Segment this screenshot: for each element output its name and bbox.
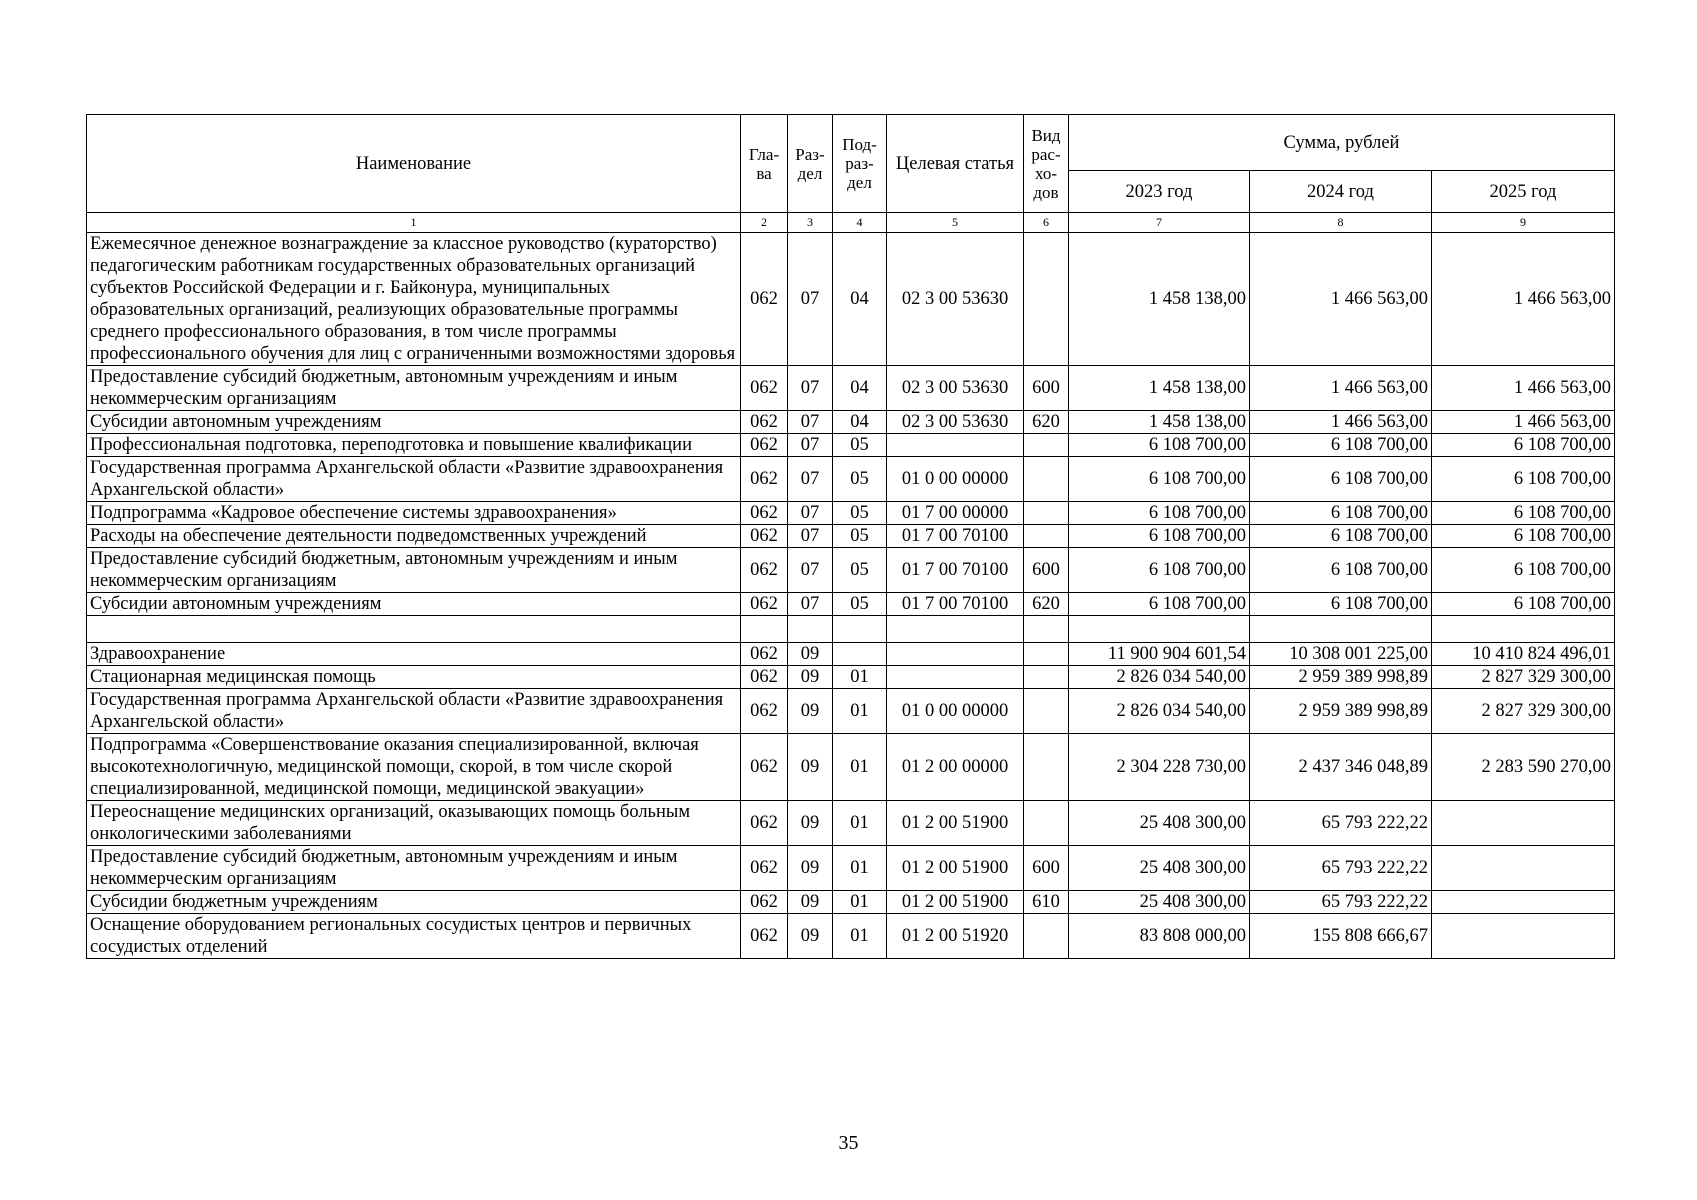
header-name: Наименование [87,115,741,213]
cell-celevaya: 01 0 00 00000 [887,689,1024,734]
cell-amount-2024 [1250,616,1432,643]
cell-vid [1024,801,1069,846]
cell-razdel [788,616,833,643]
cell-razdel: 07 [788,233,833,366]
cell-razdel: 07 [788,457,833,502]
table-row [87,434,1615,457]
cell-name: Оснащение оборудованием региональных сосудистых центров и первичных сосудистых отделений [87,914,741,959]
cell-celevaya [887,434,1024,457]
cell-amount-2025: 6 108 700,00 [1432,502,1615,525]
cell-amount-2024: 65 793 222,22 [1250,891,1432,914]
cell-name: Ежемесячное денежное вознаграждение за классное руководство (кураторство) педагогическим работникам государственных образовательных организаций субъектов Российской Федерации и г. Байконура, муниципальных образовательных организаций, реализующих образовательные программы среднего профессионального образования, в том числе программы профессионального обучения для лиц с ограниченными возможностями здоровья [87,233,741,366]
cell-amount-2024: 10 308 001 225,00 [1250,643,1432,666]
cell-glava: 062 [741,666,788,689]
cell-amount-2023: 6 108 700,00 [1069,434,1250,457]
table-row [87,457,1615,502]
cell-amount-2025: 2 827 329 300,00 [1432,666,1615,689]
cell-amount-2025: 6 108 700,00 [1432,593,1615,616]
cell-amount-2024: 6 108 700,00 [1250,457,1432,502]
cell-celevaya: 01 7 00 70100 [887,525,1024,548]
cell-celevaya: 02 3 00 53630 [887,366,1024,411]
header-vid: Вид рас-хо-дов [1024,115,1069,213]
column-number: 4 [833,213,887,233]
cell-glava: 062 [741,801,788,846]
cell-vid [1024,434,1069,457]
cell-celevaya: 02 3 00 53630 [887,233,1024,366]
cell-amount-2025 [1432,616,1615,643]
table-header [87,115,1615,233]
cell-podrazdel: 01 [833,891,887,914]
cell-glava: 062 [741,502,788,525]
table-row [87,502,1615,525]
cell-podrazdel: 05 [833,457,887,502]
header-summa: Сумма, рублей [1069,115,1615,171]
cell-glava: 062 [741,734,788,801]
cell-vid [1024,734,1069,801]
cell-podrazdel: 05 [833,593,887,616]
cell-amount-2025: 2 283 590 270,00 [1432,734,1615,801]
cell-podrazdel: 01 [833,689,887,734]
cell-amount-2024: 2 959 389 998,89 [1250,666,1432,689]
cell-amount-2024: 1 466 563,00 [1250,366,1432,411]
cell-podrazdel: 05 [833,502,887,525]
cell-vid [1024,233,1069,366]
cell-glava: 062 [741,548,788,593]
column-number: 8 [1250,213,1432,233]
cell-vid [1024,502,1069,525]
cell-amount-2024: 6 108 700,00 [1250,525,1432,548]
cell-amount-2023 [1069,616,1250,643]
table-row [87,666,1615,689]
cell-podrazdel: 05 [833,525,887,548]
cell-podrazdel: 05 [833,548,887,593]
budget-table [86,114,1615,959]
cell-podrazdel: 05 [833,434,887,457]
cell-amount-2025 [1432,891,1615,914]
header-razdel: Раз-дел [788,115,833,213]
page-number: 35 [838,1132,859,1154]
column-number: 7 [1069,213,1250,233]
cell-amount-2023: 6 108 700,00 [1069,548,1250,593]
cell-amount-2025: 10 410 824 496,01 [1432,643,1615,666]
cell-podrazdel: 04 [833,366,887,411]
cell-razdel: 07 [788,593,833,616]
table-row [87,233,1615,366]
cell-podrazdel: 04 [833,411,887,434]
cell-amount-2025: 6 108 700,00 [1432,434,1615,457]
cell-amount-2023: 11 900 904 601,54 [1069,643,1250,666]
cell-amount-2023: 1 458 138,00 [1069,411,1250,434]
table-row [87,411,1615,434]
cell-celevaya: 01 2 00 51920 [887,914,1024,959]
table-row [87,548,1615,593]
cell-podrazdel [833,643,887,666]
header-glava: Гла-ва [741,115,788,213]
cell-celevaya: 01 2 00 51900 [887,891,1024,914]
cell-vid [1024,616,1069,643]
cell-vid [1024,689,1069,734]
cell-amount-2025: 1 466 563,00 [1432,233,1615,366]
cell-amount-2023: 6 108 700,00 [1069,502,1250,525]
cell-vid [1024,914,1069,959]
cell-glava: 062 [741,434,788,457]
cell-vid [1024,457,1069,502]
table-row [87,593,1615,616]
cell-name: Расходы на обеспечение деятельности подведомственных учреждений [87,525,741,548]
cell-glava: 062 [741,643,788,666]
cell-celevaya: 01 2 00 51900 [887,846,1024,891]
cell-celevaya: 01 7 00 00000 [887,502,1024,525]
cell-podrazdel: 01 [833,801,887,846]
cell-amount-2025: 6 108 700,00 [1432,548,1615,593]
cell-amount-2023: 2 304 228 730,00 [1069,734,1250,801]
cell-glava: 062 [741,593,788,616]
cell-glava: 062 [741,891,788,914]
cell-name: Профессиональная подготовка, переподготовка и повышение квалификации [87,434,741,457]
table-row [87,914,1615,959]
table-row [87,801,1615,846]
cell-glava: 062 [741,233,788,366]
cell-podrazdel [833,616,887,643]
cell-podrazdel: 01 [833,914,887,959]
table-row [87,846,1615,891]
table-row [87,366,1615,411]
cell-name: Предоставление субсидий бюджетным, автономным учреждениям и иным некоммерческим организациям [87,548,741,593]
cell-amount-2024: 6 108 700,00 [1250,434,1432,457]
cell-name: Предоставление субсидий бюджетным, автономным учреждениям и иным некоммерческим организациям [87,366,741,411]
cell-razdel: 07 [788,434,833,457]
cell-vid: 600 [1024,366,1069,411]
header-year-2024: 2024 год [1250,171,1432,213]
table-row [87,734,1615,801]
cell-amount-2023: 2 826 034 540,00 [1069,689,1250,734]
table-row [87,891,1615,914]
column-number-row [87,213,1615,233]
column-number: 5 [887,213,1024,233]
cell-amount-2025 [1432,801,1615,846]
cell-glava: 062 [741,914,788,959]
cell-glava: 062 [741,525,788,548]
cell-amount-2025: 2 827 329 300,00 [1432,689,1615,734]
cell-podrazdel: 01 [833,734,887,801]
cell-razdel: 07 [788,366,833,411]
cell-amount-2025: 1 466 563,00 [1432,411,1615,434]
cell-celevaya: 02 3 00 53630 [887,411,1024,434]
column-number: 9 [1432,213,1615,233]
cell-amount-2023: 6 108 700,00 [1069,593,1250,616]
cell-name: Здравоохранение [87,643,741,666]
cell-razdel: 09 [788,846,833,891]
cell-name: Субсидии бюджетным учреждениям [87,891,741,914]
cell-razdel: 09 [788,801,833,846]
cell-name: Субсидии автономным учреждениям [87,593,741,616]
cell-vid: 600 [1024,548,1069,593]
cell-amount-2023: 2 826 034 540,00 [1069,666,1250,689]
cell-amount-2023: 25 408 300,00 [1069,846,1250,891]
cell-razdel: 09 [788,643,833,666]
cell-podrazdel: 01 [833,846,887,891]
cell-celevaya: 01 2 00 51900 [887,801,1024,846]
cell-razdel: 09 [788,914,833,959]
cell-amount-2024: 65 793 222,22 [1250,801,1432,846]
cell-glava: 062 [741,689,788,734]
cell-vid: 610 [1024,891,1069,914]
table-row [87,525,1615,548]
header-year-2023: 2023 год [1069,171,1250,213]
cell-name: Государственная программа Архангельской области «Развитие здравоохранения Архангельской области» [87,457,741,502]
cell-name: Переоснащение медицинских организаций, оказывающих помощь больным онкологическими заболеваниями [87,801,741,846]
cell-amount-2025 [1432,914,1615,959]
cell-vid [1024,643,1069,666]
cell-vid [1024,666,1069,689]
cell-celevaya: 01 0 00 00000 [887,457,1024,502]
cell-razdel: 09 [788,689,833,734]
cell-podrazdel: 01 [833,666,887,689]
cell-vid: 600 [1024,846,1069,891]
cell-celevaya: 01 7 00 70100 [887,548,1024,593]
cell-amount-2024: 65 793 222,22 [1250,846,1432,891]
column-number: 6 [1024,213,1069,233]
cell-amount-2023: 83 808 000,00 [1069,914,1250,959]
cell-celevaya [887,643,1024,666]
cell-name [87,616,741,643]
cell-amount-2023: 25 408 300,00 [1069,891,1250,914]
table-row [87,643,1615,666]
cell-amount-2023: 25 408 300,00 [1069,801,1250,846]
cell-glava: 062 [741,411,788,434]
cell-glava: 062 [741,457,788,502]
table-row [87,689,1615,734]
cell-celevaya: 01 2 00 00000 [887,734,1024,801]
cell-name: Подпрограмма «Кадровое обеспечение системы здравоохранения» [87,502,741,525]
cell-vid: 620 [1024,411,1069,434]
cell-razdel: 09 [788,891,833,914]
header-celevaya: Целевая статья [887,115,1024,213]
cell-celevaya [887,666,1024,689]
cell-razdel: 09 [788,734,833,801]
cell-amount-2023: 6 108 700,00 [1069,525,1250,548]
cell-razdel: 07 [788,411,833,434]
cell-celevaya: 01 7 00 70100 [887,593,1024,616]
cell-razdel: 09 [788,666,833,689]
cell-name: Субсидии автономным учреждениям [87,411,741,434]
cell-amount-2025: 6 108 700,00 [1432,525,1615,548]
cell-name: Подпрограмма «Совершенствование оказания специализированной, включая высокотехнологичную, медицинской помощи, скорой, в том числе скорой специализированной, медицинской помощи, медицинской эвакуации» [87,734,741,801]
cell-amount-2025: 1 466 563,00 [1432,366,1615,411]
column-number: 3 [788,213,833,233]
cell-razdel: 07 [788,525,833,548]
table-row [87,616,1615,643]
cell-glava: 062 [741,846,788,891]
column-number: 1 [87,213,741,233]
cell-amount-2024: 155 808 666,67 [1250,914,1432,959]
header-year-2025: 2025 год [1432,171,1615,213]
column-number: 2 [741,213,788,233]
cell-amount-2024: 2 959 389 998,89 [1250,689,1432,734]
cell-amount-2023: 1 458 138,00 [1069,366,1250,411]
cell-glava [741,616,788,643]
cell-amount-2025: 6 108 700,00 [1432,457,1615,502]
cell-amount-2024: 6 108 700,00 [1250,502,1432,525]
cell-amount-2024: 6 108 700,00 [1250,548,1432,593]
cell-razdel: 07 [788,502,833,525]
cell-amount-2023: 1 458 138,00 [1069,233,1250,366]
cell-amount-2024: 2 437 346 048,89 [1250,734,1432,801]
cell-razdel: 07 [788,548,833,593]
cell-amount-2024: 6 108 700,00 [1250,593,1432,616]
cell-vid [1024,525,1069,548]
cell-vid: 620 [1024,593,1069,616]
cell-glava: 062 [741,366,788,411]
cell-amount-2024: 1 466 563,00 [1250,411,1432,434]
cell-name: Предоставление субсидий бюджетным, автономным учреждениям и иным некоммерческим организациям [87,846,741,891]
cell-name: Государственная программа Архангельской области «Развитие здравоохранения Архангельской области» [87,689,741,734]
cell-name: Стационарная медицинская помощь [87,666,741,689]
cell-celevaya [887,616,1024,643]
cell-amount-2024: 1 466 563,00 [1250,233,1432,366]
cell-podrazdel: 04 [833,233,887,366]
table-body [87,233,1615,959]
header-podrazdel: Под-раз-дел [833,115,887,213]
cell-amount-2023: 6 108 700,00 [1069,457,1250,502]
cell-amount-2025 [1432,846,1615,891]
